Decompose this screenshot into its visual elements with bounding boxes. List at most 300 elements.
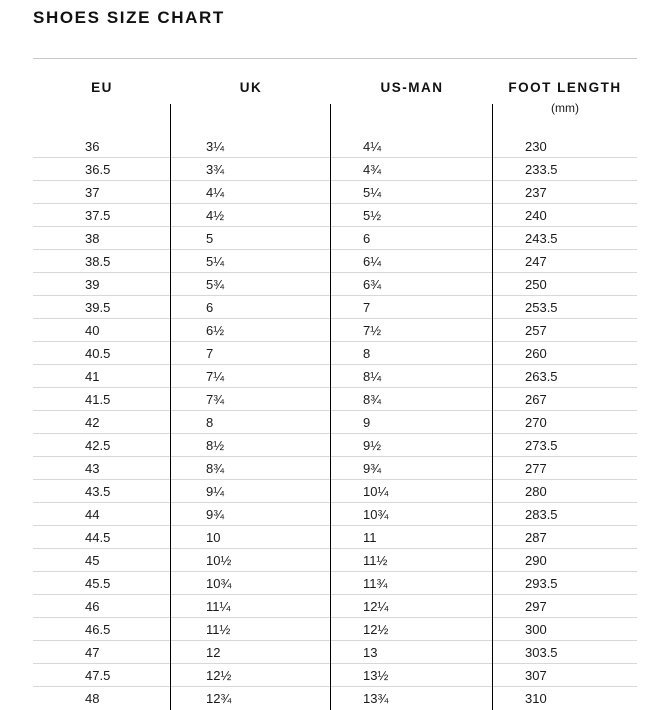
cell-uk [171,503,331,526]
column-divider-1 [170,387,171,411]
column-divider-1 [170,364,171,388]
table-row [33,572,637,595]
column-divider-1 [170,433,171,457]
cell-us-man [331,457,493,480]
cell-us-man [331,388,493,411]
cell-eu [33,434,171,457]
column-divider-1 [170,272,171,296]
cell-foot-length-value: 243.5 [525,231,558,246]
column-header-eu [33,59,171,135]
column-divider-2 [330,157,331,181]
column-divider-1 [170,594,171,618]
table-row [33,319,637,342]
cell-uk [171,434,331,457]
table-row [33,181,637,204]
cell-eu-value: 39 [85,277,100,292]
cell-uk [171,204,331,227]
column-divider-3 [492,180,493,204]
column-divider-2 [330,502,331,526]
table-row [33,135,637,158]
cell-us-man-value: 13¾ [363,691,389,706]
cell-foot-length [493,135,637,158]
table-row [33,503,637,526]
cell-uk-value: 9¼ [206,484,225,499]
column-header-us-man-label: US-MAN [380,80,444,95]
cell-uk-value: 6½ [206,323,225,338]
cell-uk-value: 5 [206,231,214,246]
cell-eu-value: 44 [85,507,100,522]
table-row [33,411,637,434]
cell-eu [33,135,171,158]
cell-eu-value: 41 [85,369,100,384]
table-row [33,342,637,365]
shoes-size-table [33,59,637,709]
cell-eu [33,250,171,273]
cell-eu-value: 39.5 [85,300,111,315]
cell-foot-length-value: 230 [525,139,547,154]
table-row [33,434,637,457]
column-divider-2 [330,456,331,480]
column-header-uk [171,59,331,135]
cell-eu [33,572,171,595]
column-divider-2 [330,135,331,158]
column-divider-2 [330,525,331,549]
cell-foot-length-value: 273.5 [525,438,558,453]
cell-eu [33,158,171,181]
cell-uk [171,549,331,572]
cell-us-man [331,365,493,388]
cell-eu-value: 45 [85,553,100,568]
cell-foot-length-value: 290 [525,553,547,568]
column-divider-2 [330,226,331,250]
cell-eu [33,549,171,572]
column-divider-3 [492,548,493,572]
column-divider-1 [170,571,171,595]
cell-uk [171,227,331,250]
cell-eu [33,480,171,503]
cell-us-man-value: 12½ [363,622,389,637]
cell-foot-length-value: 237 [525,185,547,200]
cell-us-man-value: 5¼ [363,185,382,200]
size-table-container [33,59,637,709]
table-body [33,135,637,709]
cell-foot-length [493,158,637,181]
cell-us-man [331,342,493,365]
cell-foot-length [493,388,637,411]
column-header-foot-length [493,59,637,135]
column-divider-3 [492,410,493,434]
cell-eu-value: 47.5 [85,668,111,683]
column-divider-2 [330,272,331,296]
cell-uk-value: 11½ [206,622,231,637]
column-divider-2 [330,203,331,227]
cell-eu [33,411,171,434]
cell-foot-length [493,434,637,457]
column-divider-2 [330,387,331,411]
cell-uk-value: 12½ [206,668,232,683]
cell-uk-value: 4½ [206,208,225,223]
cell-foot-length [493,273,637,296]
column-divider-1 [170,341,171,365]
cell-foot-length [493,181,637,204]
cell-eu [33,618,171,641]
cell-eu-value: 46 [85,599,100,614]
column-divider-2 [330,640,331,664]
table-row [33,480,637,503]
column-divider-1 [170,180,171,204]
column-divider-1 [170,479,171,503]
cell-uk-value: 10¾ [206,576,232,591]
cell-foot-length [493,503,637,526]
table-row [33,618,637,641]
cell-us-man-value: 11½ [363,553,388,568]
cell-foot-length [493,480,637,503]
cell-uk-value: 10 [206,530,221,545]
cell-us-man [331,135,493,158]
cell-foot-length-value: 300 [525,622,547,637]
cell-uk [171,135,331,158]
cell-uk [171,618,331,641]
cell-eu-value: 36.5 [85,162,111,177]
column-divider-1 [170,203,171,227]
cell-us-man [331,227,493,250]
column-divider-2 [330,548,331,572]
cell-us-man-value: 4¾ [363,162,382,177]
cell-us-man-value: 11¾ [363,576,388,591]
column-divider-2 [330,571,331,595]
cell-us-man [331,503,493,526]
column-divider-2 [330,686,331,710]
cell-us-man-value: 6¼ [363,254,382,269]
cell-uk [171,572,331,595]
column-divider-2 [330,341,331,365]
cell-us-man [331,158,493,181]
cell-us-man-value: 8¼ [363,369,382,384]
column-divider-2 [330,410,331,434]
cell-foot-length-value: 280 [525,484,547,499]
cell-eu-value: 36 [85,139,100,154]
cell-us-man [331,296,493,319]
cell-eu-value: 42 [85,415,100,430]
cell-foot-length-value: 233.5 [525,162,558,177]
cell-foot-length [493,549,637,572]
cell-us-man-value: 10¾ [363,507,389,522]
column-header-uk-label: UK [239,80,263,95]
table-header-row [33,59,637,135]
table-row [33,595,637,618]
column-header-eu-label: EU [91,80,113,95]
cell-uk [171,365,331,388]
cell-foot-length [493,411,637,434]
cell-foot-length-value: 303.5 [525,645,558,660]
cell-foot-length-value: 260 [525,346,547,361]
column-divider-3 [492,272,493,296]
cell-foot-length-value: 277 [525,461,547,476]
cell-us-man [331,204,493,227]
column-divider-3 [492,341,493,365]
column-header-foot-length-unit: (mm) [551,101,579,115]
column-header-us-man [331,59,493,135]
cell-foot-length [493,365,637,388]
cell-us-man [331,411,493,434]
cell-us-man [331,595,493,618]
cell-us-man [331,572,493,595]
table-row [33,664,637,687]
page-title: SHOES SIZE CHART [33,8,225,27]
cell-foot-length-value: 253.5 [525,300,558,315]
cell-us-man [331,480,493,503]
cell-foot-length [493,204,637,227]
cell-uk [171,158,331,181]
cell-eu [33,641,171,664]
cell-us-man-value: 9½ [363,438,382,453]
cell-foot-length-value: 270 [525,415,547,430]
cell-us-man-value: 8¾ [363,392,382,407]
cell-us-man [331,434,493,457]
column-divider-1 [170,157,171,181]
cell-eu-value: 38 [85,231,100,246]
cell-foot-length-value: 247 [525,254,547,269]
cell-uk [171,457,331,480]
column-divider-2 [330,318,331,342]
cell-eu [33,273,171,296]
cell-uk-value: 4¼ [206,185,225,200]
cell-uk [171,319,331,342]
column-divider-2 [330,594,331,618]
cell-us-man-value: 13 [363,645,378,660]
cell-us-man-value: 6¾ [363,277,382,292]
column-divider-2 [330,617,331,641]
column-divider-3 [492,571,493,595]
cell-foot-length-value: 240 [525,208,547,223]
cell-foot-length [493,319,637,342]
table-row [33,250,637,273]
cell-us-man-value: 8 [363,346,371,361]
cell-uk-value: 8 [206,415,214,430]
cell-foot-length [493,227,637,250]
cell-eu [33,204,171,227]
cell-uk-value: 9¾ [206,507,225,522]
cell-us-man-value: 7 [363,300,371,315]
cell-eu [33,457,171,480]
cell-eu-value: 40 [85,323,100,338]
cell-eu-value: 45.5 [85,576,111,591]
column-divider-1 [170,640,171,664]
cell-us-man-value: 12¼ [363,599,389,614]
cell-us-man-value: 9 [363,415,371,430]
column-divider-2 [330,104,331,135]
cell-uk-value: 7¼ [206,369,225,384]
table-row [33,158,637,181]
cell-us-man-value: 10¼ [363,484,389,499]
cell-uk [171,181,331,204]
cell-uk [171,273,331,296]
cell-eu [33,319,171,342]
cell-foot-length [493,342,637,365]
cell-foot-length [493,526,637,549]
cell-eu-value: 37.5 [85,208,111,223]
cell-foot-length-value: 287 [525,530,547,545]
column-divider-3 [492,640,493,664]
cell-foot-length-value: 307 [525,668,547,683]
column-divider-3 [492,226,493,250]
column-divider-3 [492,456,493,480]
cell-eu-value: 43.5 [85,484,111,499]
cell-us-man-value: 9¾ [363,461,382,476]
cell-us-man-value: 7½ [363,323,382,338]
cell-foot-length-value: 310 [525,691,547,706]
column-divider-1 [170,617,171,641]
column-divider-3 [492,364,493,388]
cell-foot-length [493,572,637,595]
cell-eu [33,365,171,388]
table-row [33,457,637,480]
column-divider-1 [170,410,171,434]
cell-uk [171,526,331,549]
cell-eu-value: 42.5 [85,438,111,453]
table-row [33,365,637,388]
column-divider-1 [170,502,171,526]
column-divider-1 [170,663,171,687]
cell-us-man-value: 5½ [363,208,382,223]
table-row [33,526,637,549]
cell-us-man [331,273,493,296]
cell-uk-value: 10½ [206,553,232,568]
cell-uk-value: 7 [206,346,214,361]
column-divider-2 [330,663,331,687]
cell-us-man [331,641,493,664]
table-row [33,204,637,227]
cell-us-man [331,549,493,572]
cell-eu [33,526,171,549]
cell-foot-length-value: 283.5 [525,507,558,522]
cell-uk [171,388,331,411]
cell-eu-value: 47 [85,645,100,660]
cell-eu-value: 48 [85,691,100,706]
cell-uk-value: 3¼ [206,139,225,154]
cell-uk [171,342,331,365]
cell-uk-value: 8¾ [206,461,225,476]
cell-us-man-value: 4¼ [363,139,382,154]
cell-eu [33,388,171,411]
cell-foot-length-value: 297 [525,599,547,614]
cell-uk [171,595,331,618]
cell-us-man [331,250,493,273]
cell-foot-length-value: 257 [525,323,547,338]
cell-uk [171,411,331,434]
column-divider-3 [492,663,493,687]
column-header-foot-length-label: FOOT LENGTH [508,80,622,95]
column-divider-3 [492,249,493,273]
cell-foot-length [493,641,637,664]
cell-uk [171,480,331,503]
column-divider-2 [330,364,331,388]
column-divider-3 [492,479,493,503]
cell-uk-value: 6 [206,300,214,315]
table-header [33,59,637,135]
cell-eu [33,227,171,250]
cell-us-man-value: 13½ [363,668,389,683]
cell-uk-value: 5¾ [206,277,225,292]
cell-us-man [331,618,493,641]
cell-uk [171,664,331,687]
cell-us-man-value: 6 [363,231,371,246]
column-divider-2 [330,249,331,273]
column-divider-3 [492,502,493,526]
cell-eu-value: 41.5 [85,392,111,407]
cell-foot-length [493,457,637,480]
table-row [33,641,637,664]
cell-eu [33,595,171,618]
table-row [33,549,637,572]
cell-us-man [331,181,493,204]
cell-foot-length-value: 250 [525,277,547,292]
column-divider-1 [170,456,171,480]
cell-uk-value: 12¾ [206,691,232,706]
cell-eu [33,342,171,365]
table-row [33,273,637,296]
column-divider-3 [492,617,493,641]
cell-us-man-value: 11 [363,530,377,545]
column-divider-3 [492,157,493,181]
cell-uk [171,296,331,319]
cell-foot-length-value: 293.5 [525,576,558,591]
column-divider-1 [170,104,171,135]
cell-uk-value: 11¼ [206,599,231,614]
table-row [33,388,637,411]
column-divider-2 [330,479,331,503]
column-divider-2 [330,433,331,457]
cell-foot-length [493,618,637,641]
cell-eu-value: 43 [85,461,100,476]
cell-eu [33,296,171,319]
cell-us-man [331,664,493,687]
column-divider-2 [330,295,331,319]
cell-eu-value: 40.5 [85,346,111,361]
cell-foot-length [493,296,637,319]
cell-uk [171,250,331,273]
column-divider-1 [170,686,171,710]
cell-uk-value: 5¼ [206,254,225,269]
cell-uk [171,641,331,664]
cell-uk-value: 8½ [206,438,225,453]
cell-foot-length-value: 267 [525,392,547,407]
cell-eu-value: 38.5 [85,254,111,269]
cell-foot-length [493,250,637,273]
column-divider-3 [492,387,493,411]
cell-eu [33,664,171,687]
cell-foot-length-value: 263.5 [525,369,558,384]
cell-eu-value: 46.5 [85,622,111,637]
cell-us-man [331,526,493,549]
column-divider-3 [492,203,493,227]
cell-eu [33,503,171,526]
column-divider-3 [492,594,493,618]
column-divider-1 [170,295,171,319]
cell-uk-value: 12 [206,645,221,660]
column-divider-1 [170,318,171,342]
cell-us-man [331,319,493,342]
column-divider-3 [492,135,493,158]
column-divider-3 [492,318,493,342]
cell-eu [33,181,171,204]
column-divider-3 [492,295,493,319]
cell-eu-value: 37 [85,185,100,200]
column-divider-1 [170,226,171,250]
cell-eu-value: 44.5 [85,530,111,545]
table-row [33,296,637,319]
cell-foot-length [493,595,637,618]
